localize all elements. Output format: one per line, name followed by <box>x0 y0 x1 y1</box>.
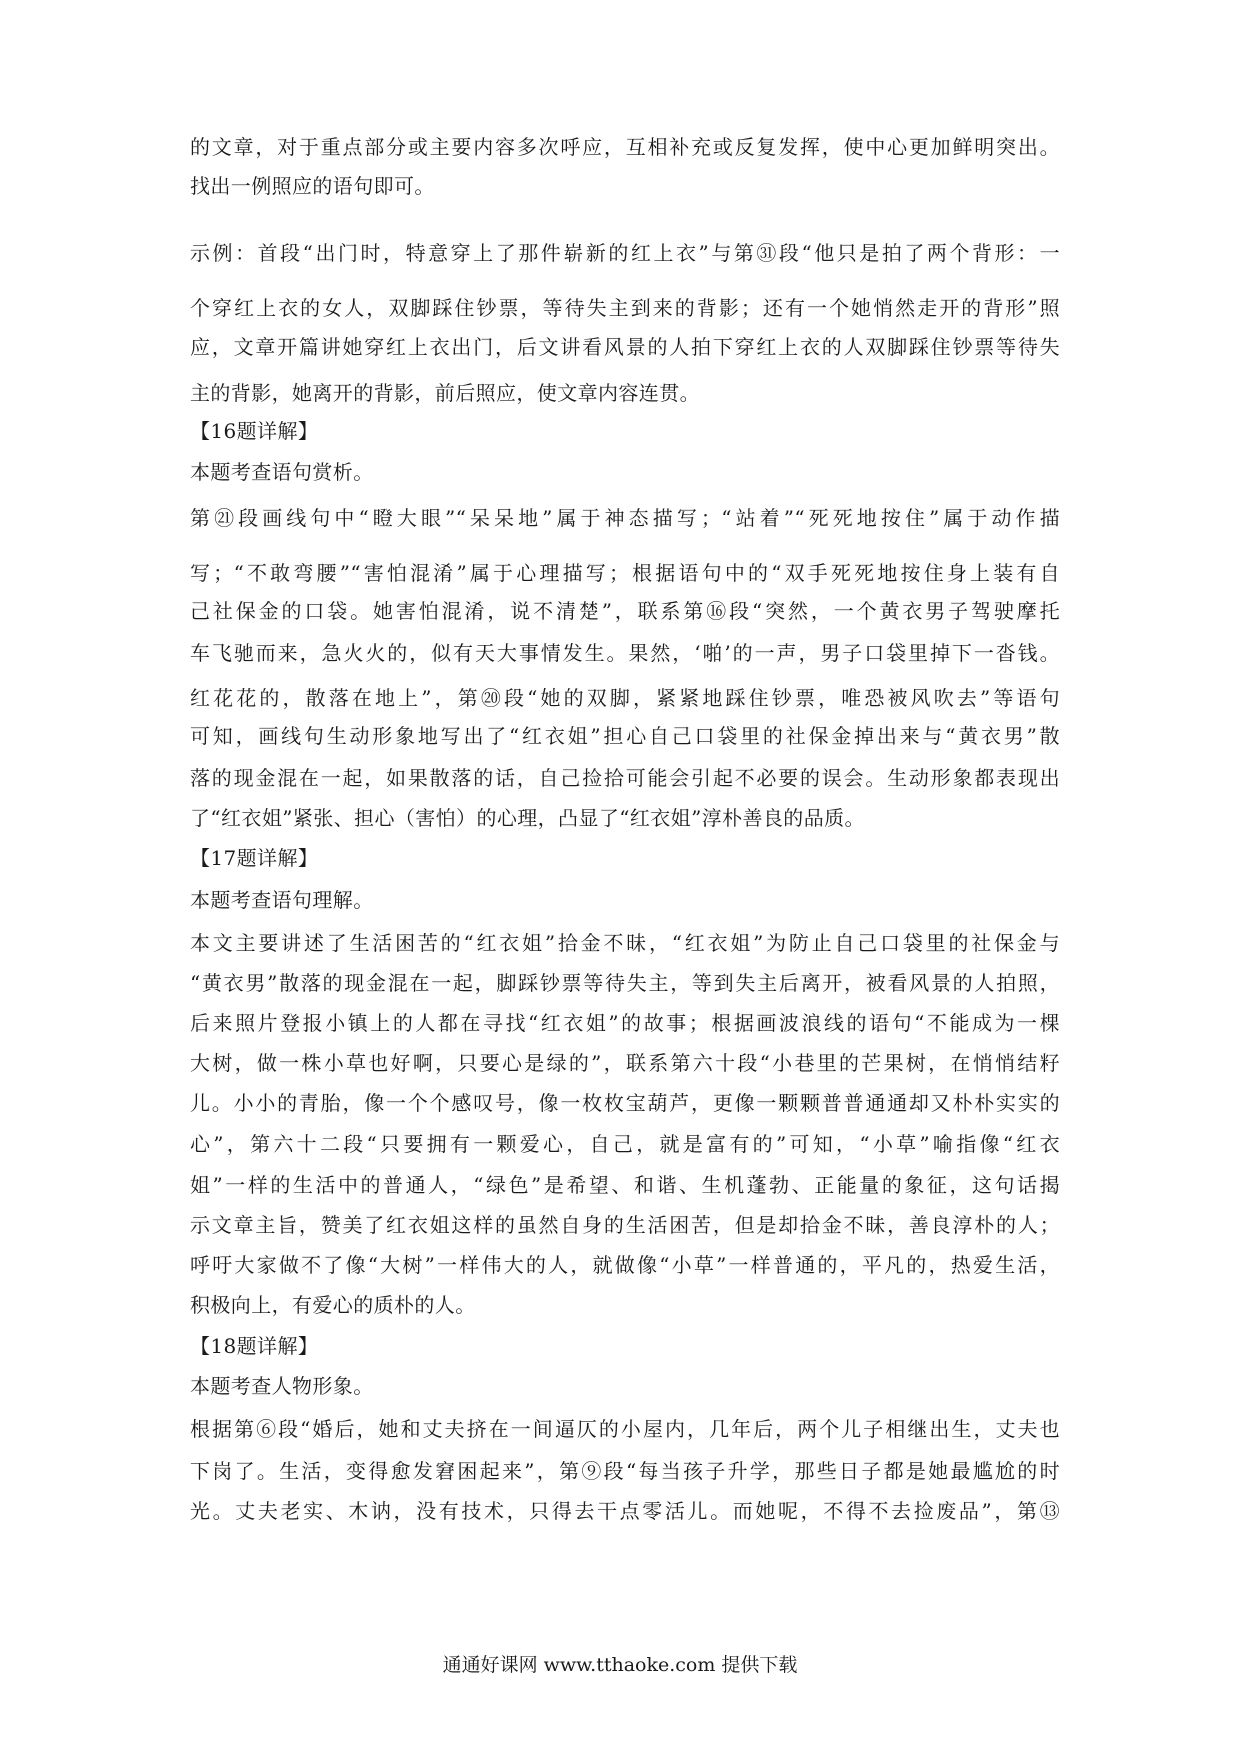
text-line: “黄衣男”散落的现金混在一起，脚踩钞票等待失主，等到失主后离开，被看风景的人拍照， <box>190 971 1060 995</box>
text-line: 的文章，对于重点部分或主要内容多次呼应，互相补充或反复发挥，使中心更加鲜明突出。 <box>190 135 1060 159</box>
text-line: 示文章主旨，赞美了红衣姐这样的虽然自身的生活困苦，但是却拾金不昧，善良淳朴的人； <box>190 1213 1060 1237</box>
text-line: 后来照片登报小镇上的人都在寻找“红衣姐”的故事；根据画波浪线的语句“不能成为一棵 <box>190 1011 1060 1035</box>
text-line: 红花花的，散落在地上”，第⑳段“她的双脚，紧紧地踩住钞票，唯恐被风吹去”等语句 <box>190 686 1060 710</box>
text-line: 儿。小小的青胎，像一个个感叹号，像一枚枚宝葫芦，更像一颗颗普普通通却又朴朴实实的 <box>190 1091 1060 1115</box>
text-line: 积极向上，有爱心的质朴的人。 <box>190 1293 476 1317</box>
text-line: 示例：首段“出门时，特意穿上了那件崭新的红上衣”与第㉛段“他只是拍了两个背形：一 <box>190 241 1060 265</box>
section-heading: 【18题详解】 <box>190 1334 319 1358</box>
text-line: 本题考查语句理解。 <box>190 888 374 912</box>
text-line: 第㉑段画线句中“瞪大眼”“呆呆地”属于神态描写；“站着”“死死地按住”属于动作描 <box>190 506 1060 530</box>
text-line: 大树，做一株小草也好啊，只要心是绿的”，联系第六十段“小巷里的芒果树，在悄悄结籽 <box>190 1051 1060 1075</box>
page-footer: 通通好课网 www.tthaoke.com 提供下载 <box>442 1654 798 1676</box>
text-line: 了“红衣姐”紧张、担心（害怕）的心理，凸显了“红衣姐”淳朴善良的品质。 <box>190 806 865 830</box>
text-line: 可知，画线句生动形象地写出了“红衣姐”担心自己口袋里的社保金掉出来与“黄衣男”散 <box>190 724 1060 748</box>
text-line: 应，文章开篇讲她穿红上衣出门，后文讲看风景的人拍下穿红上衣的人双脚踩住钞票等待失 <box>190 335 1060 359</box>
text-line: 个穿红上衣的女人，双脚踩住钞票，等待失主到来的背影；还有一个她悄然走开的背形”照 <box>190 296 1060 320</box>
text-line: 落的现金混在一起，如果散落的话，自己捡拾可能会引起不必要的误会。生动形象都表现出 <box>190 766 1060 790</box>
text-line: 姐”一样的生活中的普通人，“绿色”是希望、和谐、生机蓬勃、正能量的象征，这句话揭 <box>190 1173 1060 1197</box>
text-line: 根据第⑥段“婚后，她和丈夫挤在一间逼仄的小屋内，几年后，两个儿子相继出生，丈夫也 <box>190 1417 1060 1441</box>
text-line: 己社保金的口袋。她害怕混淆，说不清楚”，联系第⑯段“突然，一个黄衣男子驾驶摩托 <box>190 599 1060 623</box>
text-line: 主的背影，她离开的背影，前后照应，使文章内容连贯。 <box>190 381 700 405</box>
text-line: 呼吁大家做不了像“大树”一样伟大的人，就做像“小草”一样普通的，平凡的，热爱生活， <box>190 1253 1060 1277</box>
text-line: 光。丈夫老实、木讷，没有技术，只得去干点零活儿。而她呢，不得不去捡废品”，第⑬ <box>190 1499 1060 1523</box>
section-heading: 【17题详解】 <box>190 846 319 870</box>
text-line: 本题考查语句赏析。 <box>190 460 374 484</box>
text-line: 写；“不敢弯腰”“害怕混淆”属于心理描写；根据语句中的“双手死死地按住身上装有自 <box>190 561 1060 585</box>
section-heading: 【16题详解】 <box>190 419 319 443</box>
text-line: 找出一例照应的语句即可。 <box>190 174 435 198</box>
text-line: 本文主要讲述了生活困苦的“红衣姐”拾金不昧，“红衣姐”为防止自己口袋里的社保金与 <box>190 931 1060 955</box>
text-line: 本题考查人物形象。 <box>190 1374 374 1398</box>
text-line: 心”，第六十二段“只要拥有一颗爱心，自己，就是富有的”可知，“小草”喻指像“红衣 <box>190 1132 1060 1156</box>
text-line: 车飞驰而来，急火火的，似有天大事情发生。果然，‘啪’的一声，男子口袋里掉下一沓钱。 <box>190 641 1060 665</box>
text-line: 下岗了。生活，变得愈发窘困起来”，第⑨段“每当孩子升学，那些日子都是她最尴尬的时 <box>190 1459 1060 1483</box>
